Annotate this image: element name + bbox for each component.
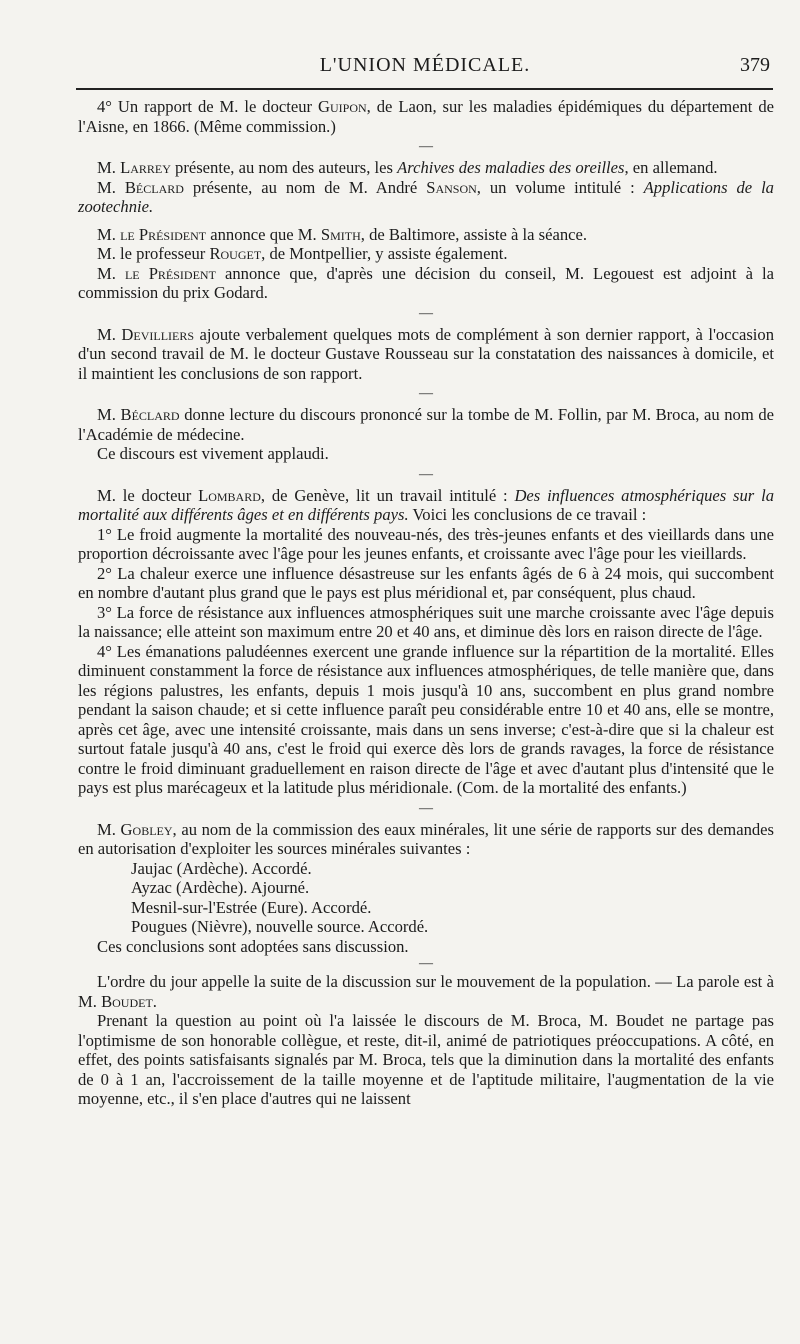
paragraph-lombard: M. le docteur Lombard, de Genève, lit un travail intitulé : Des influences atmosphériques sur la mortalité aux différents âges et en différents pays. Voici les conclusions de ce travail : [78,485,774,524]
separator: — [419,956,433,971]
separator: — [419,305,433,321]
header-rule [76,88,773,90]
paragraph-president-legouest: M. le Président annonce que, d'après une décision du conseil, M. Legouest est adjoint à la commission du prix Godard. [78,263,774,302]
list-item: Pougues (Nièvre), nouvelle source. Accordé. [131,917,429,936]
article-body [78,97,774,1109]
paragraph-larrey: M. Larrey présente, au nom des auteurs, les Archives des maladies des oreilles, en allemand. [97,158,718,177]
conclusion-4: 4° Les émanations paludéennes exercent une grande influence sur la répartition de la mortalité. Elles diminuent constamment la force de résistance aux influences atmosphériques, de telle manière que, dans les régions palustres, les enfants, depuis 1 mois jusqu'à 10 ans, succombent en plus grand nombre pendant la saison chaude; et si cette influence paraît peu considérable entre 10 et 40 ans, elle se montre, après cet âge, avec une intensité croissante, mais dans un sens inverse; c'est-à-dire que si la chaleur est surtout fatale jusqu'à 40 ans, c'est le froid qui exerce dès lors de grands ravages, la force de résistance contre le froid diminuant graduellement en raison directe de l'âge et avec d'autant plus d'intensité que le pays est plus marécageux et la latitude plus méridionale. (Com. de la mortalité des enfants.) [78,641,774,797]
paragraph-follin-discours: M. Béclard donne lecture du discours prononcé sur la tombe de M. Follin, par M. Broca, au nom de l'Académie de médecine. [78,405,774,444]
conclusion-2: 2° La chaleur exerce une influence désastreuse sur les enfants âgés de 6 à 24 mois, qui succombent en nombre d'autant plus grand que le pays est plus méridional et, par conséquent, plus chaud. [78,563,774,602]
running-title: L'UNION MÉDICALE. [319,54,531,76]
separator: — [419,139,433,154]
paragraph-beclard: M. Béclard présente, au nom de M. André Sanson, un volume intitulé : Applications de la zootechnie. [78,177,774,216]
list-item: Ayzac (Ardèche). Ajourné. [131,878,310,897]
paragraph-president-smith: M. le Président annonce que M. Smith, de Baltimore, assiste à la séance. [97,224,588,244]
page-number: 379 [740,54,770,76]
paragraph-order-of-day: L'ordre du jour appelle la suite de la discussion sur le mouvement de la population. — La parole est à M. Boudet. [78,972,774,1011]
separator: — [419,800,433,816]
separator: — [419,386,433,401]
gap [78,217,774,225]
paragraph-rouget: M. le professeur Rouget, de Montpellier, y assiste également. [97,244,508,263]
paragraph-applause: Ce discours est vivement applaudi. [97,444,329,463]
running-header [78,54,772,80]
conclusion-1: 1° Le froid augmente la mortalité des nouveau-nés, des très-jeunes enfants et des vieillards dans une proportion décroissante avec l'âge pour les jeunes enfants, et croissante avec l'âge pour les vieillards. [78,524,774,563]
list-item: Jaujac (Ardèche). Accordé. [131,858,312,878]
paragraph-report: 4° Un rapport de M. le docteur Guipon, de Laon, sur les maladies épidémiques du département de l'Aisne, en 1866. (Même commission.) [78,97,774,136]
paragraph-gobley: M. Gobley, au nom de la commission des eaux minérales, lit une série de rapports sur des demandes en autorisation d'exploiter les sources minérales suivantes : [78,819,774,858]
list-item: Mesnil-sur-l'Estrée (Eure). Accordé. [131,897,372,917]
conclusion-3: 3° La force de résistance aux influences atmosphériques suit une marche croissante avec l'âge depuis la naissance; elle atteint son maximum entre 20 et 40 ans, et diminue dès lors en raison directe de l'âge. [78,602,774,641]
paragraph-boudet: Prenant la question au point où l'a laissée le discours de M. Broca, M. Boudet ne partage pas l'optimisme de son honorable collègue, et reste, dit-il, animé de patriotiques préoccupations. A côté, en effet, des points satisfaisants signalés par M. Broca, tels que la diminution dans la mortalité des enfants de 0 à 1 an, l'accroissement de la taille moyenne et de l'aptitude militaire, l'augmentation de la vie moyenne, etc., il s'en place d'autres qui ne laissent [78,1011,774,1108]
sources-list [78,859,774,937]
separator: — [419,466,433,482]
paragraph-adoption: Ces conclusions sont adoptées sans discussion. [97,936,409,956]
paragraph-devilliers: M. Devilliers ajoute verbalement quelques mots de complément à son dernier rapport, à l'occasion d'un second travail de M. le docteur Gustave Rousseau sur la constatation des naissances à domicile, et il maintient les conclusions de son rapport. [78,324,774,383]
